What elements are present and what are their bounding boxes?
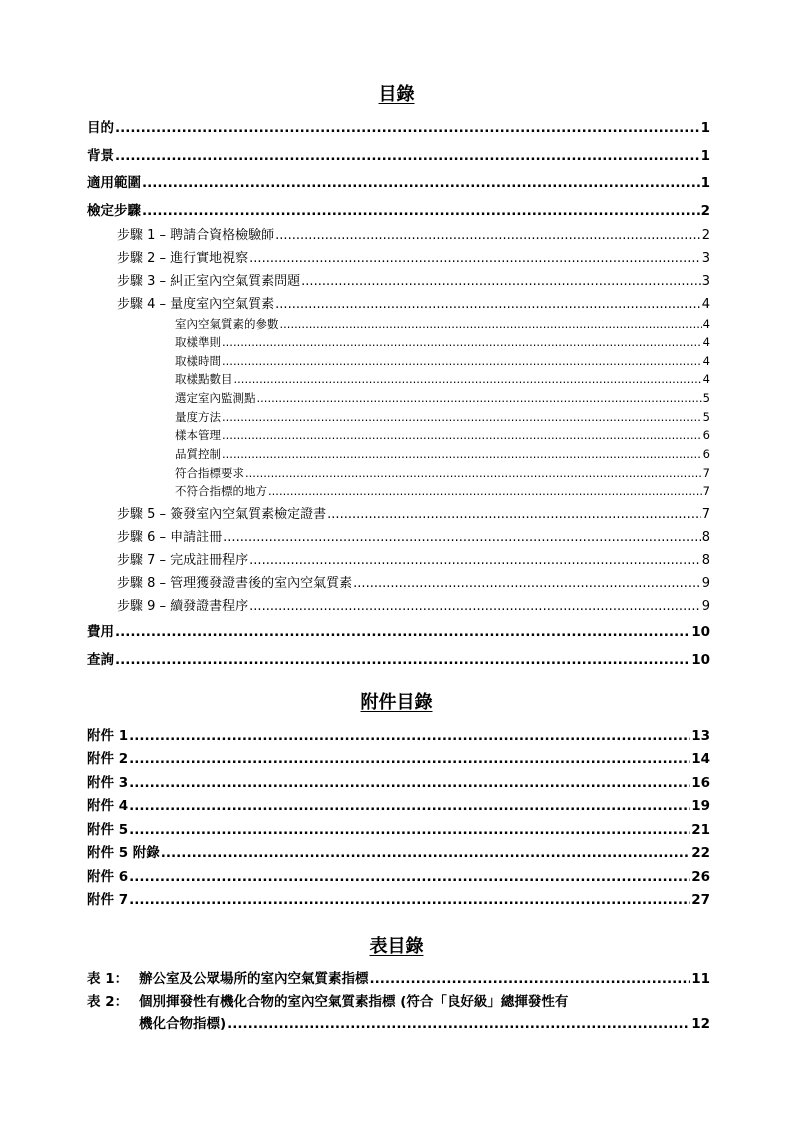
toc-entry[interactable]: 不符合指標的地方 ..... 7 <box>175 483 710 499</box>
appendix-title: 附件目錄 <box>360 692 433 713</box>
appendix-entry[interactable]: 附件 4 ..... 19 <box>87 794 710 814</box>
toc-entry[interactable]: 步驟 7 – 完成註冊程序 ..... 8 <box>117 549 710 568</box>
toc-entry[interactable]: 步驟 8 – 管理獲發證書後的室內空氣質素 ..... 9 <box>117 572 710 591</box>
tables-title: 表目錄 <box>369 936 424 957</box>
toc-entry[interactable]: 目的 ..... 1 <box>87 116 710 136</box>
toc-entry[interactable]: 步驟 3 – 糾正室內空氣質素問題 ..... 3 <box>117 270 710 289</box>
toc-entry[interactable]: 取樣時間 ..... 4 <box>175 353 710 369</box>
toc-entry[interactable]: 步驟 5 – 簽發室內空氣質素檢定證書 ..... 7 <box>117 503 710 522</box>
table-entry-line1[interactable] <box>87 990 568 1010</box>
table-entry-line2[interactable]: 機化合物指標) ..... 12 <box>139 1012 710 1032</box>
toc-entry[interactable]: 步驟 9 – 續發證書程序 ..... 9 <box>117 595 710 614</box>
toc-entry[interactable]: 室內空氣質素的參數 ..... 4 <box>175 316 710 332</box>
appendix-entry[interactable]: 附件 3 ..... 16 <box>87 771 710 791</box>
toc-entry[interactable]: 檢定步驟 ..... 2 <box>87 199 710 219</box>
appendix-entry[interactable]: 附件 2 ..... 14 <box>87 747 710 767</box>
appendix-entry[interactable]: 附件 1 ..... 13 <box>87 724 710 744</box>
toc-entry[interactable]: 步驟 4 – 量度室內空氣質素 ..... 4 <box>117 293 710 312</box>
toc-entry[interactable]: 查詢 ..... 10 <box>87 648 710 668</box>
appendix-entry[interactable]: 附件 5 附錄 ..... 22 <box>87 841 710 861</box>
appendix-entry[interactable]: 附件 6 ..... 26 <box>87 865 710 885</box>
table-entry-prefix: 表 1： <box>87 971 129 987</box>
table-entry-label: 個別揮發性有機化合物的室內空氣質素指標 (符合「良好級」總揮發性有 <box>139 994 569 1010</box>
toc-entry[interactable]: 步驟 1 – 聘請合資格檢驗師 ..... 2 <box>117 224 710 243</box>
table-entry[interactable]: 表 1： 辦公室及公眾場所的室內空氣質素指標 ..... 11 <box>87 967 710 987</box>
toc-entry[interactable]: 步驟 2 – 進行實地視察 ..... 3 <box>117 247 710 266</box>
toc-entry[interactable]: 背景 ..... 1 <box>87 144 710 164</box>
toc-entry[interactable]: 取樣點數目 ..... 4 <box>175 371 710 387</box>
appendix-entry[interactable]: 附件 5 ..... 21 <box>87 818 710 838</box>
toc-entry[interactable]: 品質控制 ..... 6 <box>175 446 710 462</box>
toc-entry[interactable]: 費用 ..... 10 <box>87 620 710 640</box>
appendix-entry[interactable]: 附件 7 ..... 27 <box>87 888 710 908</box>
toc-entry[interactable]: 符合指標要求 ..... 7 <box>175 465 710 481</box>
toc-entry[interactable]: 步驟 6 – 申請註冊 ..... 8 <box>117 526 710 545</box>
table-entry-label: 辦公室及公眾場所的室內空氣質素指標 <box>139 971 369 987</box>
table-entry-prefix: 表 2： <box>87 994 129 1010</box>
toc-entry[interactable]: 選定室內監測點 ..... 5 <box>175 390 710 406</box>
toc-entry[interactable]: 適用範圍 ..... 1 <box>87 171 710 191</box>
toc-entry[interactable]: 量度方法 ..... 5 <box>175 409 710 425</box>
toc-entry[interactable]: 樣本管理 ..... 6 <box>175 427 710 443</box>
toc-entry[interactable]: 取樣準則 ..... 4 <box>175 334 710 350</box>
toc-title: 目錄 <box>378 84 415 105</box>
